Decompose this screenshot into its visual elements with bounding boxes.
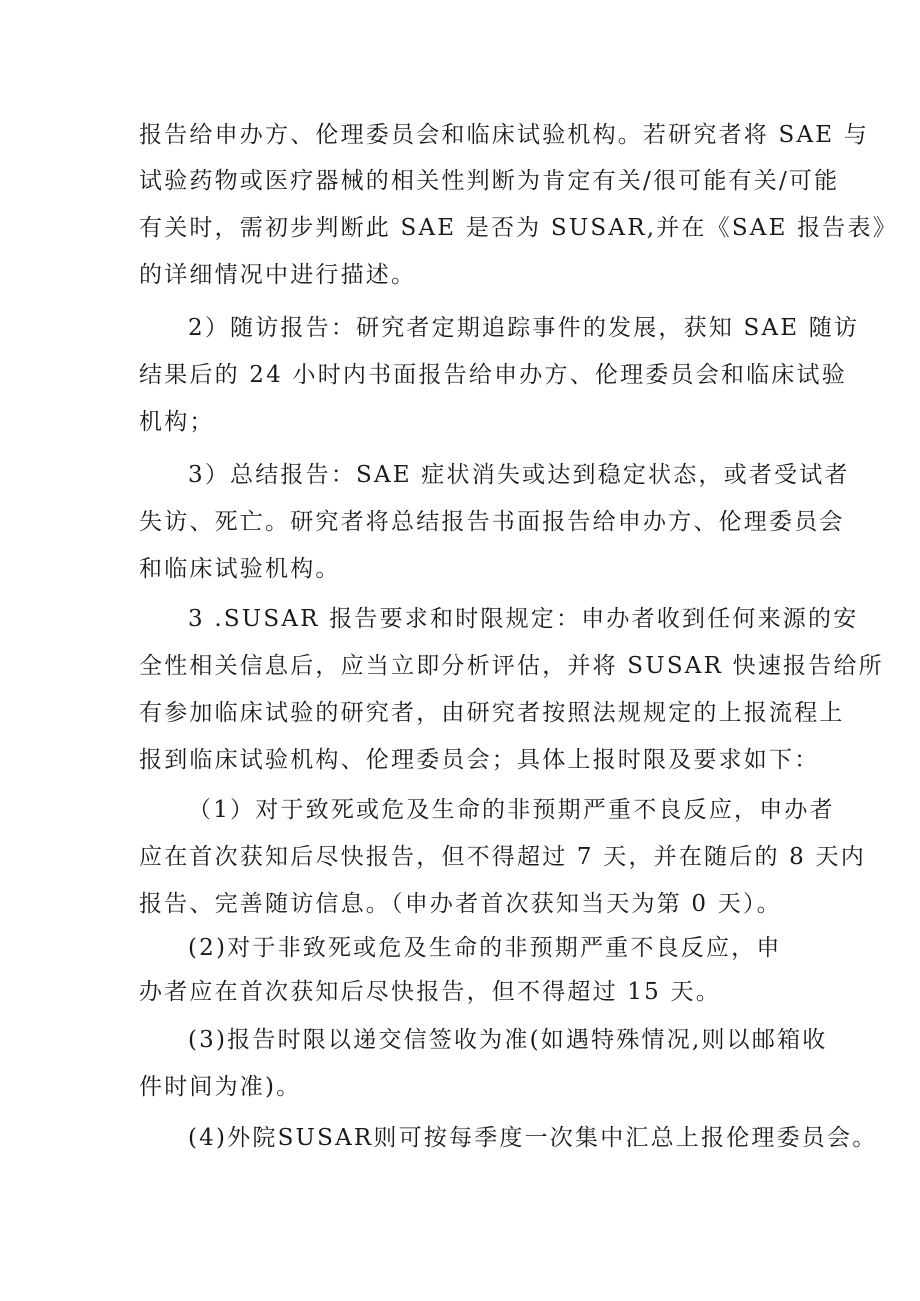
text-line: 报告给申办方、伦理委员会和临床试验机构。若研究者将 SAE 与 bbox=[139, 122, 869, 148]
text-line: 结果后的 24 小时内书面报告给申办方、伦理委员会和临床试验 bbox=[139, 362, 847, 388]
text-line: (3)报告时限以递交信签收为准(如遇特殊情况,则以邮箱收 bbox=[188, 1027, 828, 1053]
text-line: (4)外院SUSAR则可按每季度一次集中汇总上报伦理委员会。 bbox=[188, 1125, 878, 1151]
text-line: 件时间为准)。 bbox=[139, 1074, 302, 1100]
text-line: 试验药物或医疗器械的相关性判断为肯定有关/很可能有关/可能 bbox=[139, 168, 840, 194]
text-line: 有参加临床试验的研究者，由研究者按照法规规定的上报流程上 bbox=[139, 700, 845, 726]
text-line: 2）随访报告：研究者定期追踪事件的发展，获知 SAE 随访 bbox=[188, 315, 860, 341]
text-line: 机构； bbox=[139, 409, 215, 435]
text-line: 应在首次获知后尽快报告，但不得超过 7 天，并在随后的 8 天内 bbox=[139, 844, 866, 870]
text-line: 全性相关信息后，应当立即分析评估，并将 SUSAR 快速报告给所 bbox=[139, 653, 884, 679]
text-line: (2)对于非致死或危及生命的非预期严重不良反应，申 bbox=[188, 935, 782, 961]
text-line: 3）总结报告：SAE 症状消失或达到稳定状态，或者受试者 bbox=[188, 462, 850, 488]
text-line: 和临床试验机构。 bbox=[139, 556, 341, 582]
text-line: 3 .SUSAR 报告要求和时限规定：申办者收到任何来源的安 bbox=[188, 606, 859, 632]
text-line: 报告、完善随访信息。（申办者首次获知当天为第 0 天）。 bbox=[139, 891, 782, 917]
text-line: 办者应在首次获知后尽快报告，但不得超过 15 天。 bbox=[139, 979, 721, 1005]
text-line: 报到临床试验机构、伦理委员会；具体上报时限及要求如下： bbox=[139, 747, 820, 773]
text-line: 的详细情况中进行描述。 bbox=[139, 262, 417, 288]
text-line: 有关时，需初步判断此 SAE 是否为 SUSAR,并在《SAE 报告表》 bbox=[139, 215, 898, 241]
text-line: 失访、死亡。研究者将总结报告书面报告给申办方、伦理委员会 bbox=[139, 509, 845, 535]
text-line: （1）对于致死或危及生命的非预期严重不良反应，申办者 bbox=[188, 797, 835, 823]
